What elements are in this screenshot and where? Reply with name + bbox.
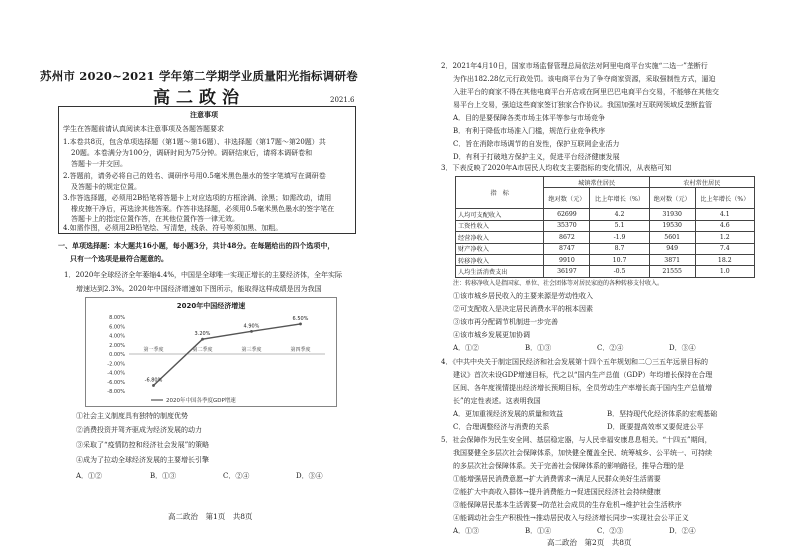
table-row: [456, 220, 755, 231]
q5-option: ③能保障居民基本生活需要→防范社会成员的生存危机→维护社会生活秩序: [453, 501, 682, 509]
legend-label: 2020年中国各季度GDP增速: [166, 398, 236, 404]
data-point: [152, 384, 155, 387]
question-4-text: 4．《中共中央关于制定国民经济和社会发展第十四个五年规划和二〇三五年远景目标的: [441, 358, 708, 366]
right-page: [397, 0, 794, 550]
x-category-label: 第三季度: [241, 347, 262, 353]
q2-option: C．旨在消除市场调节的自发性，保护互联网企业活力: [453, 140, 620, 148]
y-tick-label: -8.00%: [107, 389, 125, 395]
y-tick-label: 2.00%: [109, 342, 125, 349]
table-cell: 4.1: [695, 209, 754, 220]
y-tick-label: -2.00%: [107, 361, 125, 368]
table-cell: 1.0: [695, 266, 754, 277]
table-group-header: 农村常住居民: [649, 177, 754, 188]
notice-heading: 注意事项: [190, 110, 218, 119]
table-cell: 31930: [649, 209, 695, 220]
notice-line: 1.本卷共8页，包含单项选择题（第1题～第16题）、非选择题（第17题～第20题）共: [63, 138, 326, 146]
table-cell: 4.6: [695, 220, 754, 231]
question-1-text: 1．2020年全球经济全年萎缩4.4%，中国是全球唯一实现正增长的主要经济体，全年实际: [64, 271, 343, 279]
data-label: 4.90%: [243, 323, 260, 330]
table-cell: 10.7: [590, 254, 649, 265]
q2-option: A．目的是要保障各类市场主体平等参与市场竞争: [453, 114, 606, 122]
table-row: [456, 243, 755, 254]
table-cell: 5601: [649, 232, 695, 243]
question-2-text: 入驻平台的商家不得在其他电商平台开店或在阿里巴巴电商平台交易，不能够在其他交: [453, 88, 719, 96]
q1-option: ①社会主义制度具有独特的制度优势: [76, 412, 188, 420]
notice-line: 答题卡上的指定位置作答，在其他位置作答一律无效。: [71, 215, 239, 223]
q4-option-d: D．既要提高效率又要促进公平: [607, 423, 704, 431]
q2-option: D．有利于打破地方保护主义，促进平台经济健康发展: [453, 153, 620, 161]
table-cell: 949: [649, 243, 695, 254]
notice-box: [58, 106, 356, 234]
table-cell: 8672: [544, 232, 590, 243]
q5-choice-a: A．①③: [453, 527, 480, 535]
table-cell: 4.2: [590, 209, 649, 220]
x-category-label: 第一季度: [143, 347, 164, 353]
table-cell: 经营净收入: [456, 232, 544, 243]
table-subheader: 比上年增长（%）: [590, 188, 649, 209]
q1-choice-b: B．①③: [150, 472, 177, 480]
y-tick-label: 0.00%: [109, 352, 125, 358]
notice-line: 及答题卡的规定位置。: [71, 183, 141, 191]
table-cell: 人均生活消费支出: [456, 266, 544, 277]
exam-title: 苏州市 2020~2021 学年第二学期学业质量阳光指标调研卷: [40, 69, 358, 83]
q1-option: ④成为了拉动全球经济发展的主要增长引擎: [76, 456, 209, 464]
table-cell: 8747: [544, 243, 590, 254]
data-point: [250, 330, 253, 333]
q4-option-a: A．更加重视经济发展的质量和效益: [453, 410, 564, 418]
table-cell: 转移净收入: [456, 254, 544, 265]
question-5-text: 5．社会保障作为民生安全网、基层稳定器，与人民幸福安康息息相关。“十四五”期间，: [441, 436, 712, 444]
table-cell: 财产净收入: [456, 243, 544, 254]
q3-choice-a: A．①②: [453, 344, 480, 352]
q3-option: ④该市城乡发展更加协调: [453, 331, 530, 339]
page-footer: 高二政治 第1页 共8页: [168, 512, 253, 521]
x-category-label: 第四季度: [290, 347, 311, 353]
q3-choice-d: D．③④: [669, 344, 696, 352]
data-point: [299, 323, 302, 326]
table-cell: 18.2: [695, 254, 754, 265]
table-cell: 21555: [649, 266, 695, 277]
table-header-row: [456, 177, 755, 188]
notice-line: 2.答题前，请务必将自己的姓名、调研序号用0.5毫米黑色墨水的签字笔填写在调研卷: [63, 172, 326, 180]
notice-line: 答题卡一并交回。: [71, 160, 127, 168]
data-label: 6.50%: [292, 315, 309, 322]
table-cell: 1.2: [695, 232, 754, 243]
table-row: [456, 232, 755, 243]
x-category-label: 第二季度: [192, 347, 213, 353]
q1-choice-c: C．②④: [223, 472, 250, 480]
q5-option: ④能调动社会生产积极性→推动居民收入与经济增长同步→实现社会公平正义: [453, 514, 689, 522]
table-cell: 35370: [544, 220, 590, 231]
section-heading: 一、单项选择题：本大题共16小题，每小题3分，共计48分。在每题给出的四个选项中，: [58, 241, 335, 250]
table-cell: 8.7: [590, 243, 649, 254]
table-cell: 9910: [544, 254, 590, 265]
table-cell: 工资性收入: [456, 220, 544, 231]
q4-option-b: B．坚持现代化经济体系的宏观基础: [607, 410, 718, 418]
question-4-text: 长”的定性表述。这表明我国: [453, 397, 541, 405]
table-group-header: 城镇常住居民: [544, 177, 649, 188]
table-note: 注：转移净收入是指国家、单位、社会团体等对居民家庭的各种转移支付收入。: [453, 280, 664, 287]
table-subheader: 绝对数（元）: [649, 188, 695, 209]
question-3-text: 3．下表反映了2020年A市居民人均收支主要指标的变化情况，从表格可知: [441, 164, 672, 172]
table-subheader: 绝对数（元）: [544, 188, 590, 209]
question-2-text: 易平台上交易，强迫这些商家签订独家合作协议。我国加强对互联网领域反垄断监管: [453, 101, 712, 109]
question-2-text: 2．2021年4月10日，国家市场监督管理总局依法对阿里电商平台实施“二选一”垄断行: [441, 62, 708, 70]
notice-intro: 学生在答题前请认真阅读本注意事项及各题答题要求: [63, 125, 224, 133]
page-footer: 高二政治 第2页 共8页: [547, 538, 632, 547]
q1-choice-a: A．①②: [76, 472, 103, 480]
notice-line: 4.如需作图，必须用2B铅笔绘、写清楚，线条、符号等须加黑、加粗。: [63, 224, 283, 232]
data-point: [201, 338, 204, 341]
q5-option: ②能扩大中高收入群体→提升消费能力→促进国民经济社会持续健康: [453, 488, 661, 496]
q5-choice-d: D．②④: [669, 527, 696, 535]
section-heading-cont: 只有一个选项是最符合题意的。: [70, 254, 168, 263]
table-row: [456, 266, 755, 277]
gdp-growth-chart: [85, 297, 337, 407]
table-corner: 指 标: [456, 177, 544, 209]
table-row: [456, 254, 755, 265]
table-cell: -1.9: [590, 232, 649, 243]
question-1-text: 增速达到2.3%。2020年中国经济增速如下图所示，能取得这样成绩是因为我国: [76, 285, 322, 293]
y-axis: [107, 315, 125, 395]
q1-option: ③采取了“疫情防控和经济社会发展”的策略: [76, 441, 210, 449]
q3-option: ②可支配收入是决定居民消费水平的根本因素: [453, 305, 593, 313]
y-tick-label: 6.00%: [109, 324, 125, 331]
question-5-text: 我国要健全多层次社会保障体系，加快健全覆盖全民、统筹城乡、公平统一、可持续: [453, 449, 712, 457]
q3-choice-b: B．①③: [525, 344, 552, 352]
q5-choice-c: C．②③: [597, 527, 624, 535]
question-4-text: 建议》首次未设GDP增速目标，代之以“国内生产总值（GDP）年均增长保持在合理: [453, 371, 713, 379]
q5-choice-b: B．①④: [525, 527, 552, 535]
income-table: [455, 176, 755, 278]
table-cell: 62699: [544, 209, 590, 220]
question-5-text: 的多层次社会保障体系。关于完善社会保障体系的影响路径，推导合理的是: [453, 462, 684, 470]
notice-line: 20题。本卷满分为100分，调研时间为75分钟。调研结束后，请将本调研卷和: [71, 149, 313, 157]
table-subheader: 比上年增长（%）: [695, 188, 754, 209]
exam-subject-title: 高二政治: [153, 88, 245, 108]
y-tick-label: 4.00%: [109, 333, 125, 340]
table-cell: 7.4: [695, 243, 754, 254]
y-tick-label: -4.00%: [107, 370, 125, 377]
question-4-text: 区间、各年度视情提出经济增长预期目标，全员劳动生产率增长高于国内生产总值增: [453, 384, 712, 392]
q3-option: ③该市再分配调节机制进一步完善: [453, 318, 558, 326]
data-label: 3.20%: [194, 331, 211, 338]
table-cell: -0.5: [590, 266, 649, 277]
y-tick-label: -6.00%: [107, 379, 125, 386]
y-tick-label: 8.00%: [109, 315, 125, 321]
table-row: [456, 209, 755, 220]
notice-line: 橡皮擦干净后，再选涂其他答案。作答非选择题，必须用0.5毫米黑色墨水的签字笔在: [71, 205, 335, 213]
table-cell: 19530: [649, 220, 695, 231]
q2-option: B．有利于降低市场准入门槛，规范行业竞争秩序: [453, 127, 606, 135]
q3-choice-c: C．②④: [597, 344, 624, 352]
q1-option: ②消费投资并驾齐驱成为经济发展的动力: [76, 426, 202, 434]
exam-date: 2021.6: [330, 96, 355, 104]
chart-title: 2020年中国经济增速: [176, 302, 246, 310]
table-cell: 36197: [544, 266, 590, 277]
table-cell: 3871: [649, 254, 695, 265]
q1-choice-d: D．③④: [296, 472, 323, 480]
notice-line: 3.作答选择题，必须用2B铅笔将答题卡上对应选项的方框涂满、涂黑；如需改动，请用: [63, 194, 332, 202]
q4-option-c: C．合理调整经济与消费的关系: [453, 423, 550, 431]
q3-option: ①该市城乡居民收入的主要来源是劳动性收入: [453, 292, 593, 300]
question-2-text: 为作出182.28亿元行政处罚。该电商平台为了争夺商家资源，采取强制性方式，逼迫: [453, 75, 716, 83]
data-label: -6.80%: [144, 377, 163, 384]
q5-option: ①能增强居民消费意愿→扩大消费需求→满足人民群众美好生活需要: [453, 475, 661, 483]
table-cell: 人均可支配收入: [456, 209, 544, 220]
table-cell: 5.1: [590, 220, 649, 231]
